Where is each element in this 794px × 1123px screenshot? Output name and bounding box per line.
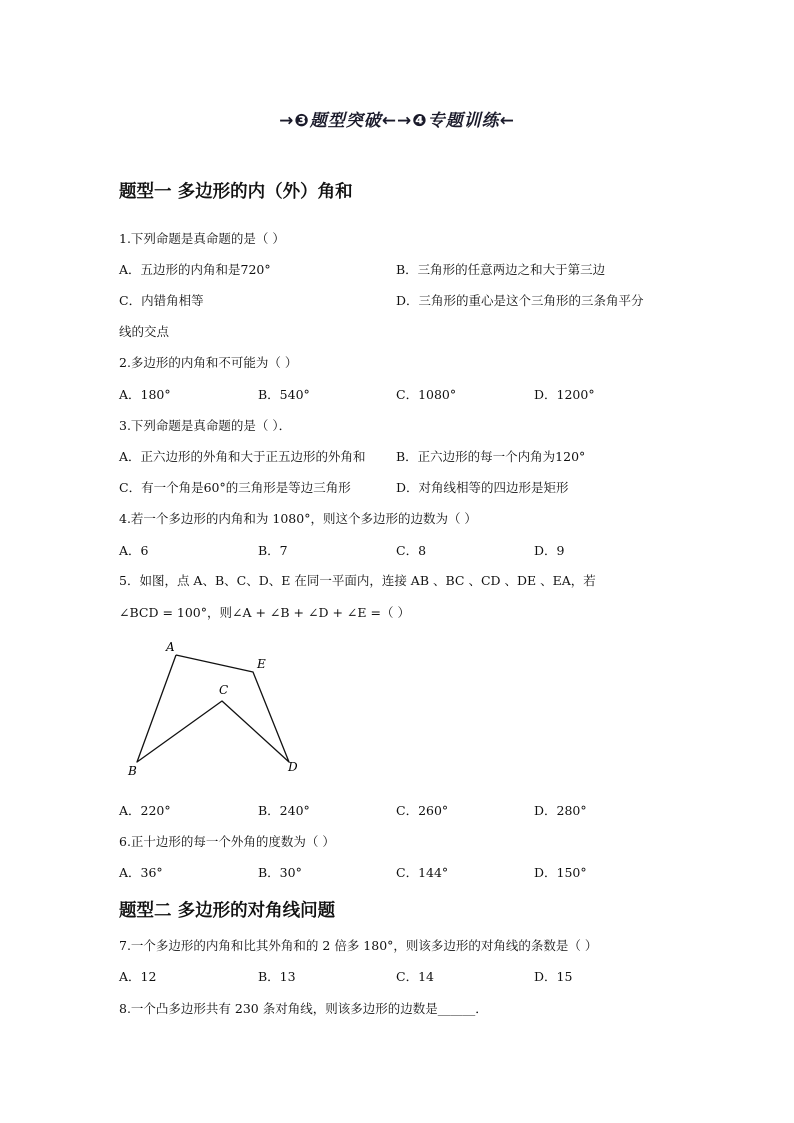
question-6-stem: 6.正十边形的每一个外角的度数为（ ）: [119, 834, 335, 849]
question-7-option-c: C．14: [396, 969, 434, 984]
question-6-option-b: B．30°: [258, 865, 302, 880]
question-4-stem: 4.若一个多边形的内角和为 1080°，则这个多边形的边数为（ ）: [119, 511, 477, 526]
question-5-option-b: B．240°: [258, 803, 310, 818]
question-1-option-d: D．三角形的重心是这个三角形的三条角平分: [396, 293, 644, 308]
vertex-label-a: A: [166, 640, 175, 654]
vertex-label-d: D: [288, 760, 298, 774]
question-3-option-b: B．正六边形的每一个内角为120°: [396, 449, 586, 464]
question-7-stem: 7.一个多边形的内角和比其外角和的 2 倍多 180°，则该多边形的对角线的条数是（ ）: [119, 938, 598, 953]
question-2-stem: 2.多边形的内角和不可能为（ ）: [119, 355, 298, 370]
question-7-option-a: A．12: [119, 969, 157, 984]
question-5-option-d: D．280°: [534, 803, 587, 818]
section-title-1: 题型一 多边形的内（外）角和: [119, 182, 353, 202]
question-6-option-a: A．36°: [119, 865, 163, 880]
question-2-option-c: C．1080°: [396, 387, 457, 402]
question-4-option-c: C．8: [396, 543, 427, 558]
question-2-option-a: A．180°: [119, 387, 171, 402]
question-8-stem: 8.一个凸多边形共有 230 条对角线，则该多边形的边数是______．: [119, 1001, 488, 1016]
question-7-option-d: D．15: [534, 969, 573, 984]
question-5-stem-line-2: ∠BCD = 100°，则∠A + ∠B + ∠D + ∠E =（ ）: [119, 605, 410, 620]
question-2-option-b: B．540°: [258, 387, 310, 402]
question-1-option-b: B．三角形的任意两边之和大于第三边: [396, 262, 606, 277]
question-1-stem: 1.下列命题是真命题的是（ ）: [119, 231, 285, 246]
question-4-option-b: B．7: [258, 543, 288, 558]
question-5-figure: [120, 635, 320, 780]
question-5-option-c: C．260°: [396, 803, 449, 818]
question-5-stem-line-1: 5．如图，点 A、B、C、D、E 在同一平面内，连接 AB 、BC 、CD 、DE 、EA，若: [119, 573, 596, 588]
vertex-label-e: E: [257, 657, 266, 671]
question-1-option-c: C．内错角相等: [119, 293, 204, 308]
question-4-option-d: D．9: [534, 543, 565, 558]
question-7-option-b: B．13: [258, 969, 296, 984]
question-2-option-d: D．1200°: [534, 387, 595, 402]
question-6-option-d: D．150°: [534, 865, 587, 880]
question-3-option-c: C．有一个角是60°的三角形是等边三角形: [119, 480, 351, 495]
question-4-option-a: A．6: [119, 543, 149, 558]
vertex-label-b: B: [128, 764, 137, 778]
question-1-option-d-continued: 线的交点: [119, 324, 170, 339]
page-banner: →❸题型突破←→❹专题训练←: [279, 111, 515, 131]
question-1-option-a: A．五边形的内角和是720°: [119, 262, 271, 277]
figure-polyline: [137, 655, 289, 762]
vertex-label-c: C: [219, 683, 229, 697]
question-3-stem: 3.下列命题是真命题的是（ ）．: [119, 418, 292, 433]
question-3-option-a: A．正六边形的外角和大于正五边形的外角和: [119, 449, 366, 464]
question-6-option-c: C．144°: [396, 865, 449, 880]
question-5-option-a: A．220°: [119, 803, 171, 818]
section-title-2: 题型二 多边形的对角线问题: [119, 901, 336, 921]
question-3-option-d: D．对角线相等的四边形是矩形: [396, 480, 569, 495]
